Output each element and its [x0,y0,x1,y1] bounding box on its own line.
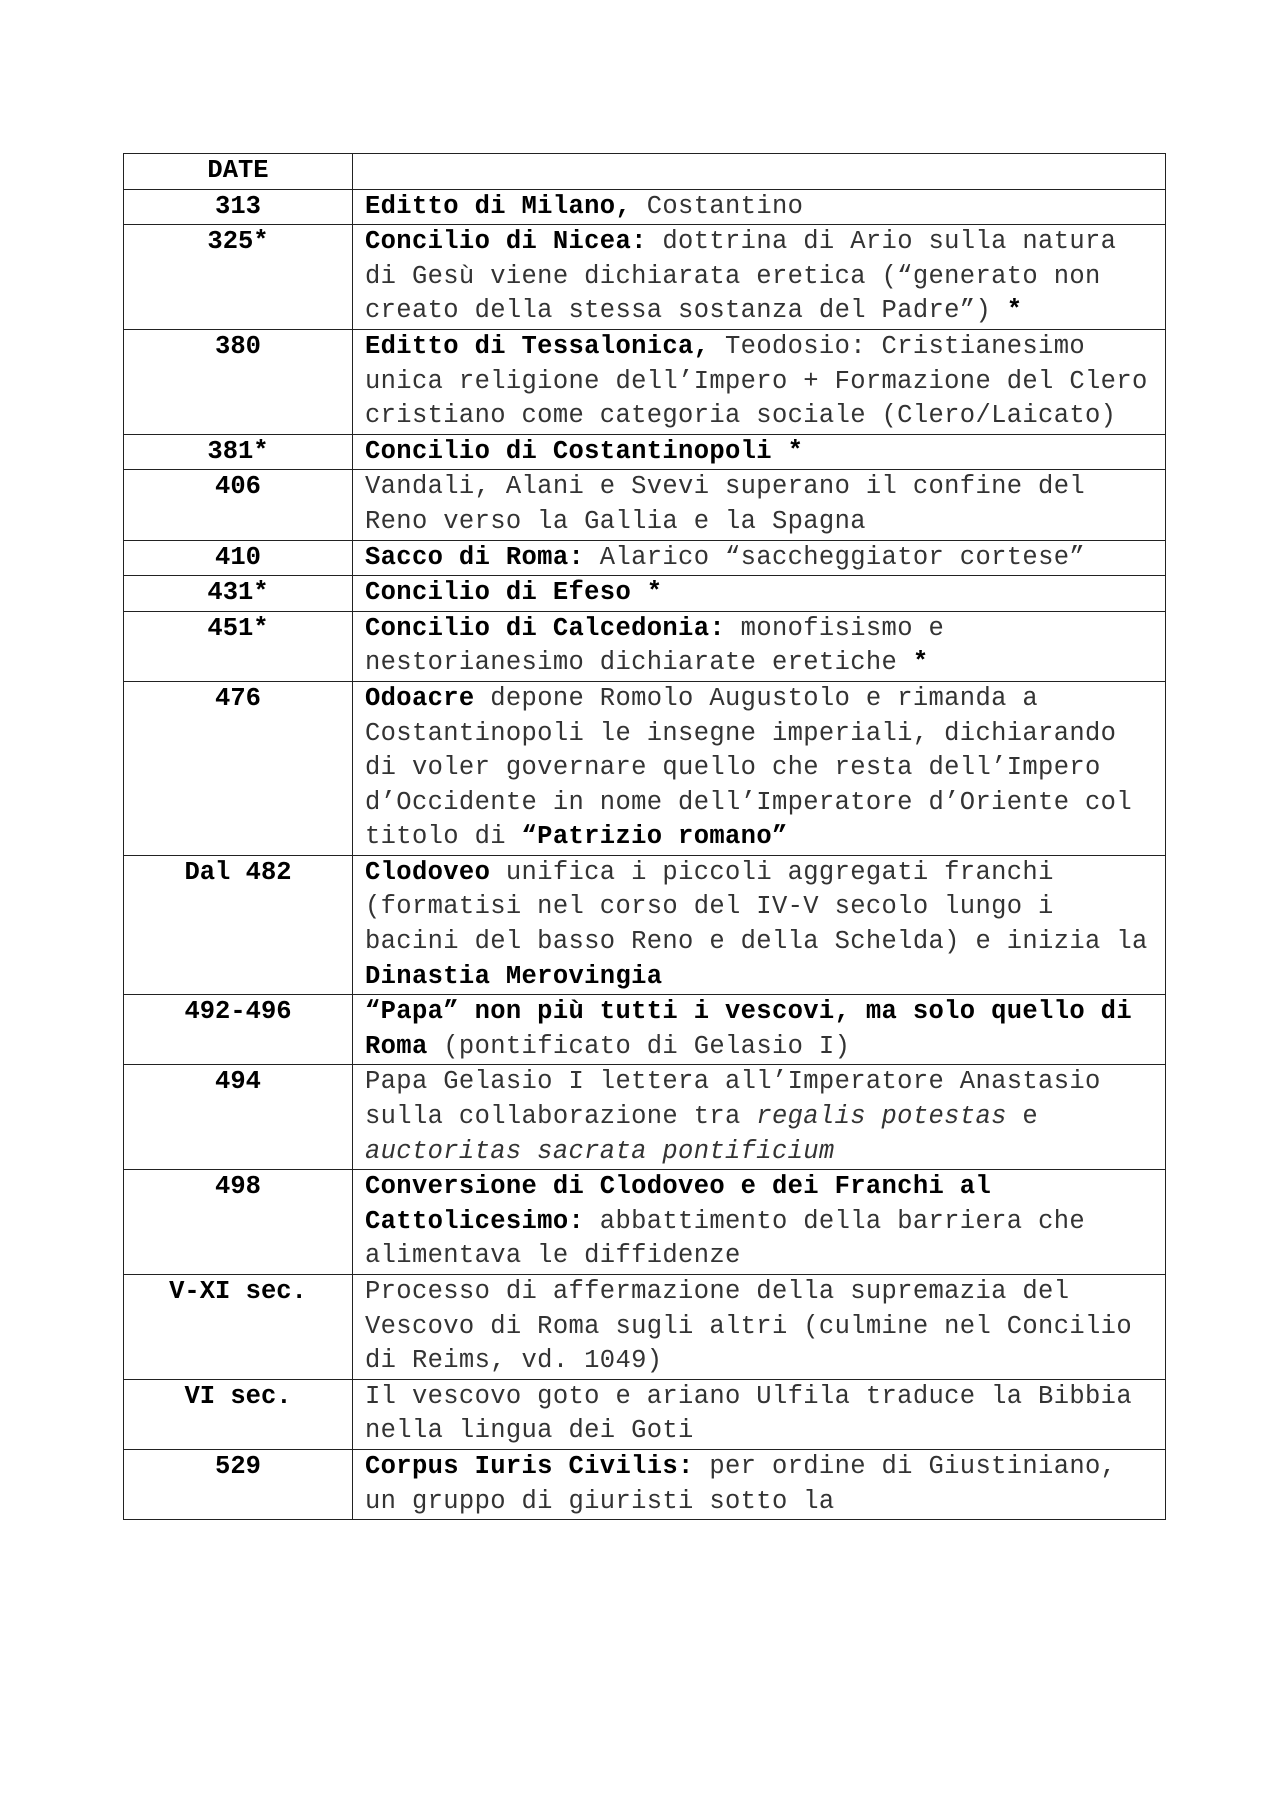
date-cell: 380 [124,329,353,434]
table-row [124,434,1166,470]
event-cell [353,1170,1166,1275]
event-bold-text: Odoacre [365,683,475,713]
date-cell: 406 [124,470,353,540]
table-row [124,470,1166,540]
date-cell: 494 [124,1065,353,1170]
event-bold-text: Concilio di Efeso * [365,578,663,608]
event-cell [353,995,1166,1065]
event-text: Teodosio: Cristianesimo unica religione dell’Impero + Formazione del Clero cristiano come categoria sociale (Clero/Laicato) [365,331,1164,431]
header-event-cell [353,154,1166,190]
event-text: Costantino [631,191,804,221]
header-row [124,154,1166,190]
event-text: per ordine di Giustiniano, un gruppo di giuristi sotto la [365,1451,1132,1516]
event-text: unifica i piccoli aggregati franchi (formatisi nel corso del IV-V secolo lungo i bacini del basso Reno e della Schelda) e inizia la [365,857,1164,957]
event-bold-text: “Papa” non più tutti i vescovi, ma solo quello di Roma [365,997,1148,1061]
timeline-table [123,153,1166,1520]
event-bold-text: Editto di Tessalonica, [365,331,710,361]
event-bold-text: Editto di Milano, [365,191,632,221]
timeline-body [124,154,1166,1520]
date-cell: Dal 482 [124,855,353,994]
event-bold-text: Dinastia Merovingia [365,961,663,991]
event-cell [353,540,1166,576]
event-bold-text: “Patrizio romano” [521,822,788,852]
event-text: depone Romolo Augustolo e rimanda a Costantinopoli le insegne imperiali, dichiarando di voler governare quello che resta dell’Impero d’Occidente in nome dell’Imperatore d’Oriente col titolo di [365,683,1148,852]
date-cell: 476 [124,681,353,855]
event-cell [353,329,1166,434]
table-row [124,329,1166,434]
event-cell [353,855,1166,994]
table-row [124,576,1166,612]
table-row [124,1275,1166,1380]
event-cell [353,1065,1166,1170]
table-row [124,225,1166,330]
date-cell: 431* [124,576,353,612]
date-cell: 313 [124,189,353,225]
event-cell [353,189,1166,225]
event-cell [353,611,1166,681]
event-italic-text: auctoritas sacrata pontificium [365,1136,835,1166]
header-date-cell: DATE [124,154,353,190]
event-text: Papa Gelasio I lettera all’Imperatore Anastasio sulla collaborazione tra [365,1067,1117,1132]
event-italic-text: regalis potestas [756,1102,1007,1132]
event-text: Processo di affermazione della supremazia del Vescovo di Roma sugli altri (culmine nel Concilio di Reims, vd. 1049) [365,1277,1148,1376]
date-cell: 451* [124,611,353,681]
table-row [124,1449,1166,1519]
date-cell: V-XI sec. [124,1275,353,1380]
event-bold-text: * [912,648,929,678]
event-text: (pontificato di Gelasio I) [427,1031,851,1061]
event-cell [353,1275,1166,1380]
event-bold-text: Sacco di Roma: [365,542,585,572]
date-cell: VI sec. [124,1379,353,1449]
table-row [124,995,1166,1065]
event-bold-text: Concilio di Costantinopoli * [365,436,804,466]
date-cell: 492-496 [124,995,353,1065]
date-cell: 325* [124,225,353,330]
event-cell [353,1449,1166,1519]
date-cell: 498 [124,1170,353,1275]
event-bold-text: Concilio di Nicea: [365,227,647,257]
table-row [124,855,1166,994]
event-bold-text: * [1006,296,1023,326]
event-text: Vandali, Alani e Svevi superano il confine del Reno verso la Gallia e la Spagna [365,472,1101,536]
event-bold-text: Conversione di Clodoveo e dei Franchi al Cattolicesimo: [365,1172,1007,1236]
table-row [124,1065,1166,1170]
event-cell [353,434,1166,470]
event-text: Alarico “saccheggiator cortese” [584,542,1086,572]
event-bold-text: Corpus Iuris Civilis: [365,1451,694,1481]
event-cell [353,470,1166,540]
event-bold-text: Clodoveo [365,857,491,887]
event-text: abbattimento della barriera che alimentava le diffidenze [365,1206,1101,1271]
table-row [124,1379,1166,1449]
table-row [124,681,1166,855]
date-cell: 381* [124,434,353,470]
event-cell [353,681,1166,855]
event-cell [353,1379,1166,1449]
table-row [124,611,1166,681]
table-row [124,189,1166,225]
date-cell: 410 [124,540,353,576]
table-row [124,1170,1166,1275]
event-cell [353,576,1166,612]
event-bold-text: Concilio di Calcedonia: [365,613,726,643]
event-cell [353,225,1166,330]
date-cell: 529 [124,1449,353,1519]
event-text: dottrina di Ario sulla natura di Gesù viene dichiarata eretica (“generato non creato della stessa sostanza del Padre”) [365,227,1132,326]
event-text: monofisismo e nestorianesimo dichiarate eretiche [365,613,960,678]
event-text: e [1006,1102,1054,1132]
event-text: Il vescovo goto e ariano Ulfila traduce la Bibbia nella lingua dei Goti [365,1381,1148,1446]
table-row [124,540,1166,576]
